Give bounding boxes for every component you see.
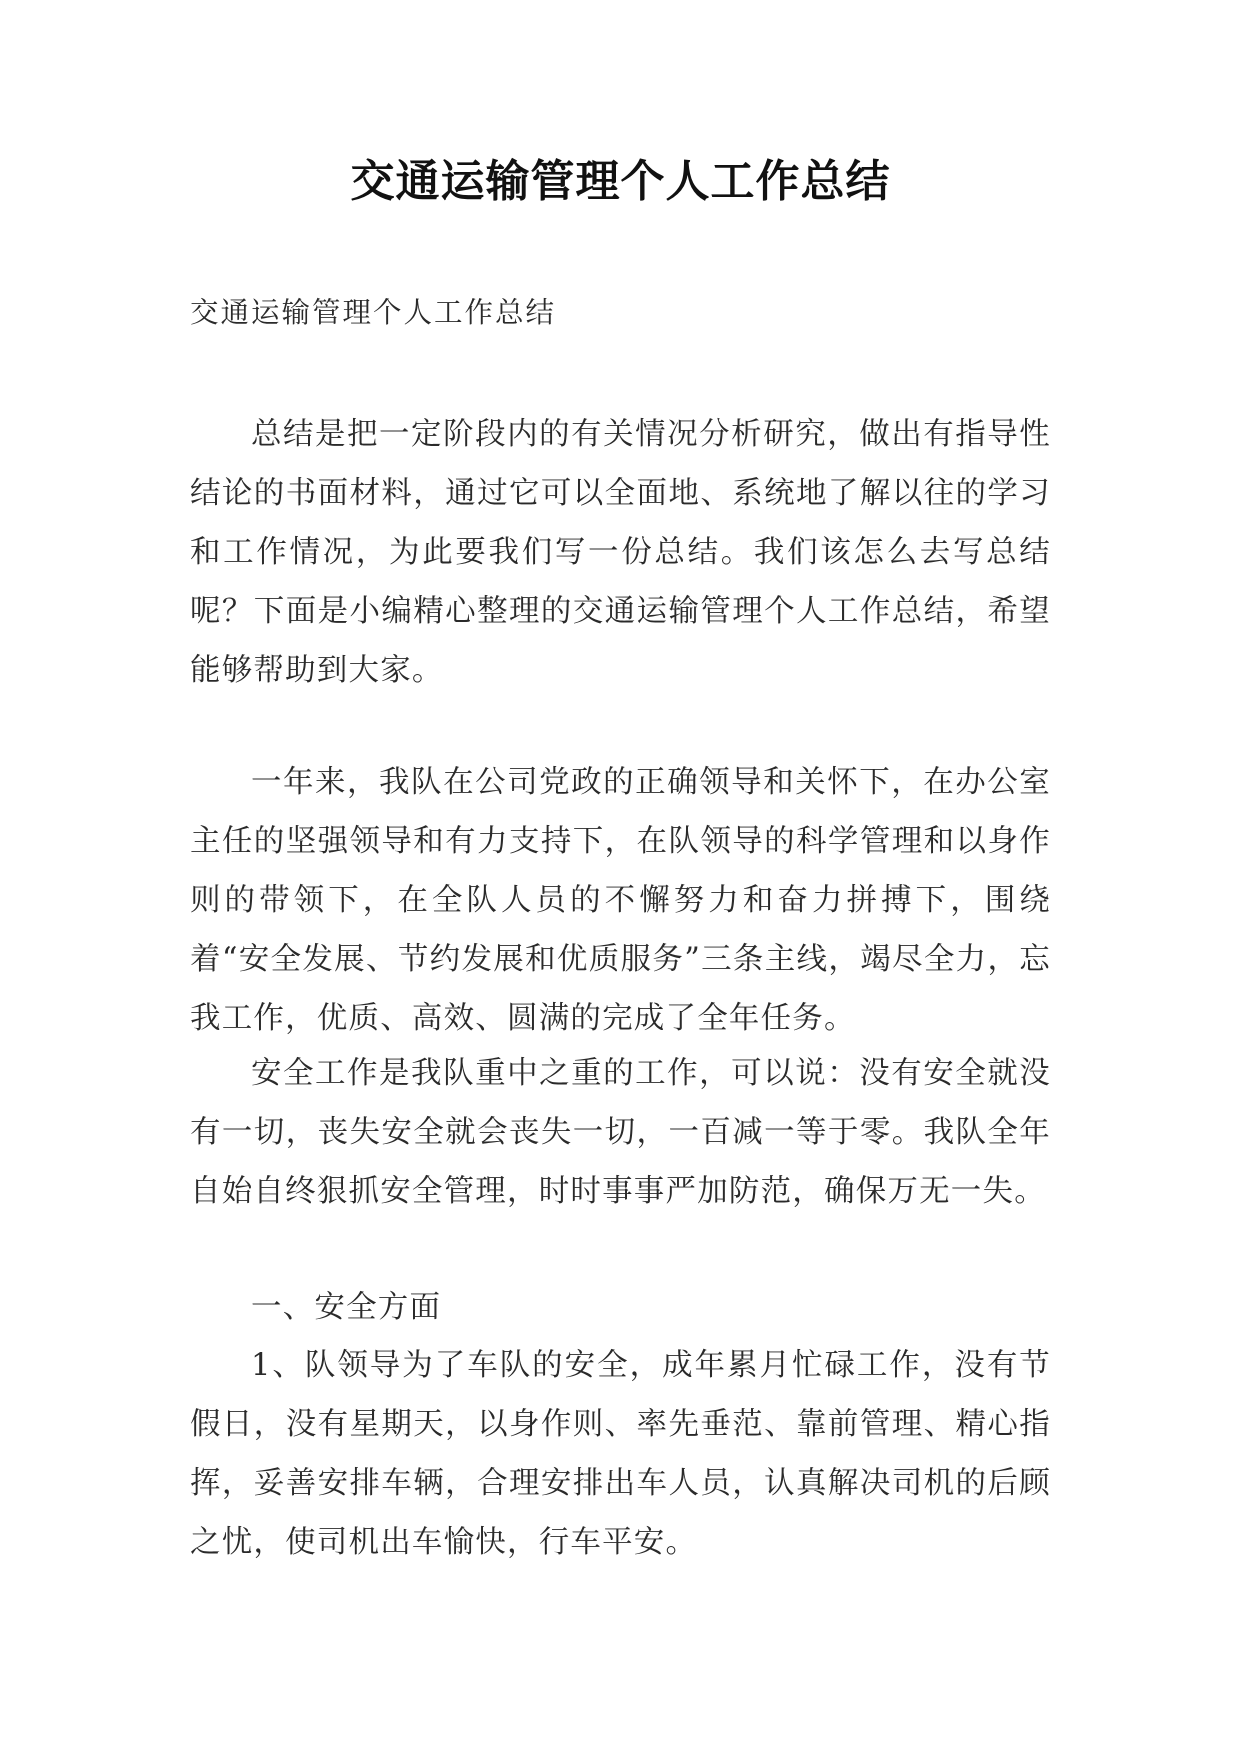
paragraph-safety-item-1: 1、队领导为了车队的安全，成年累月忙碌工作，没有节假日，没有星期天，以身作则、率先垂范、靠前管理、精心指挥，妥善安排车辆，合理安排出车人员，认真解决司机的后顾之忧，使司机出车愉快，行车平安。 [190,1348,1051,1560]
section-heading-safety: 一、安全方面 [251,1290,442,1325]
paragraph-intro: 总结是把一定阶段内的有关情况分析研究，做出有指导性结论的书面材料，通过它可以全面地、系统地了解以往的学习和工作情况，为此要我们写一份总结。我们该怎么去写总结呢？下面是小编精心整理的交通运输管理个人工作总结，希望能够帮助到大家。 [190,417,1051,688]
paragraph-year-review: 一年来，我队在公司党政的正确领导和关怀下，在办公室主任的坚强领导和有力支持下，在队领导的科学管理和以身作则的带领下，在全队人员的不懈努力和奋力拼搏下，围绕着“安全发展、节约发展和优质服务”三条主线，竭尽全力，忘我工作，优质、高效、圆满的完成了全年任务。 [190,765,1051,1036]
document-subtitle: 交通运输管理个人工作总结 [190,296,557,329]
document-title: 交通运输管理个人工作总结 [350,156,891,207]
paragraph-safety-importance: 安全工作是我队重中之重的工作，可以说：没有安全就没有一切，丧失安全就会丧失一切，一百减一等于零。我队全年自始自终狠抓安全管理，时时事事严加防范，确保万无一失。 [190,1056,1051,1209]
